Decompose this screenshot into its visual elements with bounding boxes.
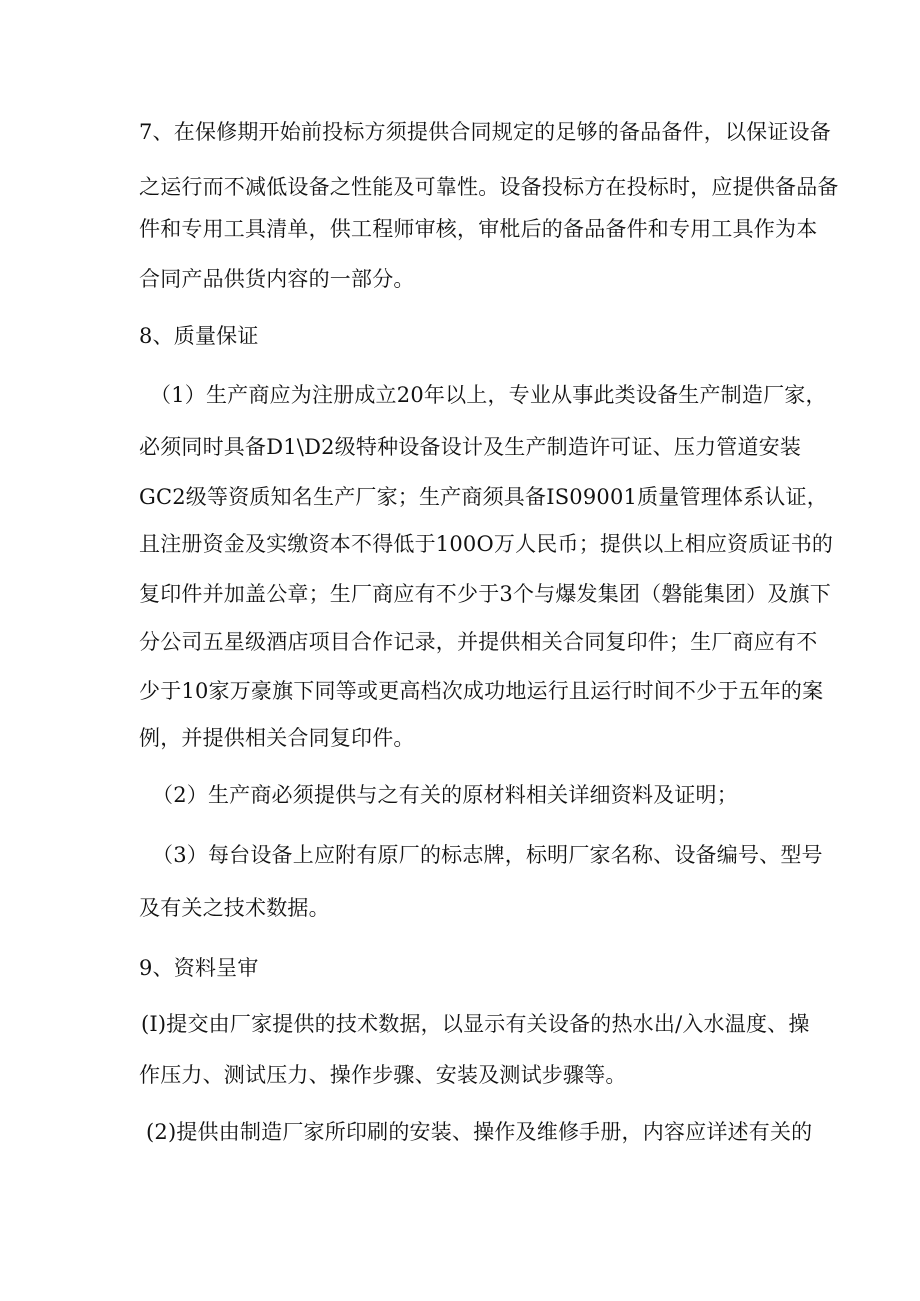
section-9-item-2-line-1: (2)提供由制造厂家所印刷的安装、操作及维修手册，内容应详述有关的: [146, 1120, 813, 1144]
section-8-item-1-line-7: 少于10家万豪旗下同等或更高档次成功地运行且运行时间不少于五年的案: [139, 679, 824, 703]
section-7-line-2: 之运行而不减低设备之性能及可靠性。设备投标方在投标时，应提供备品备: [139, 175, 839, 199]
section-9-item-1-line-2: 作压力、测试压力、操作步骤、安装及测试步骤等。: [139, 1063, 627, 1087]
section-8-item-3-line-1: （3）每台设备上应附有原厂的标志牌，标明厂家名称、设备编号、型号: [152, 843, 823, 867]
section-7-line-1: 7、在保修期开始前投标方须提供合同规定的足够的备品备件，以保证设备: [139, 120, 831, 144]
section-8-item-1-line-2: 必须同时具备D1\D2级特种设备设计及生产制造许可证、压力管道安装: [139, 435, 802, 459]
section-8-item-3-line-2: 及有关之技术数据。: [139, 896, 330, 920]
section-7-line-3: 件和专用工具清单，供工程师审核，审枇后的备品备件和专用工具作为本: [139, 217, 818, 241]
section-7-line-4: 合同产品供货内容的一部分。: [139, 267, 415, 291]
section-8-item-1-line-3: GC2级等资质知名生产厂家；生产商须具备IS09001质量管理体系认证，: [139, 485, 828, 509]
section-8-heading: 8、质量保证: [139, 324, 259, 348]
section-8-item-1-line-1: （1）生产商应为注册成立20年以上，专业从事此类设备生产制造厂家，: [150, 383, 827, 407]
section-9-heading: 9、资料呈审: [139, 956, 259, 980]
section-8-item-1-line-6: 分公司五星级酒店项目合作记录，并提供相关合同复印件；生厂商应有不: [139, 630, 818, 654]
section-8-item-1-line-8: 例，并提供相关合同复印件。: [139, 726, 415, 750]
section-8-item-1-line-5: 复印件并加盖公章；生厂商应有不少于3个与爆发集团（磐能集团）及旗下: [139, 582, 831, 606]
section-9-item-1-line-1: (I)提交由厂家提供的技术数据，以显示有关设备的热水出/入水温度、操: [141, 1012, 810, 1036]
section-8-item-2: （2）生产商必须提供与之有关的原材料相关详细资料及证明；: [152, 783, 738, 807]
section-8-item-1-line-4: 且注册资金及实缴资本不得低于100O万人民币；提供以上相应资质证书的: [139, 532, 834, 556]
